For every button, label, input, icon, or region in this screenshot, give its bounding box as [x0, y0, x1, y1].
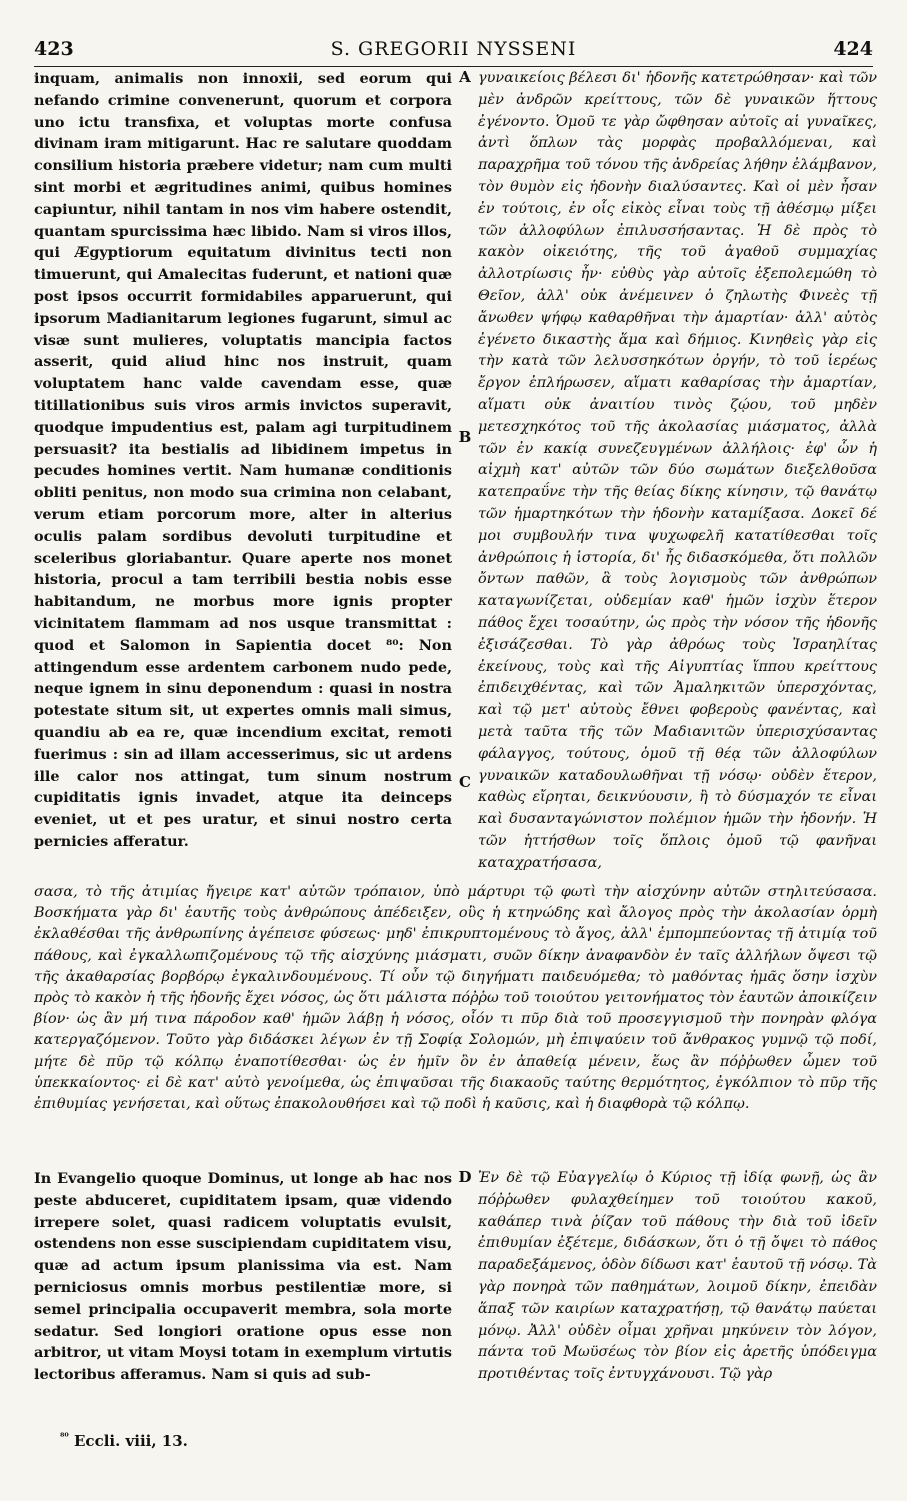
footnote: [60, 1432, 188, 1450]
latin-column-top: inquam, animalis non innoxii, sed eorum qui nefando crimine convenerunt, quorum et corpora uno ictu transfixa, et voluptas morte confusa divinam iram mitigarunt. Hac re salutare quoddam consilium historia præbere videtur; nam cum multi sint morbi et ægritudines animi, quibus homines capiuntur, nihil tantam in nos vim habere ostendit, quantam spurcissima hæc libido. Nam si viros illos, qui Ægyptiorum equitatum divinitus tecti non timuerunt, qui Amalecitas fuderunt, et nationi quæ post ipsos occurrit formidabiles apparuerunt, qui ipsorum Madianitarum legiones fugarunt, simul ac visæ sunt mulieres, voluptatis mancipia factos asserit, quid aliud hinc nos instruit, quam voluptatem hanc valde cavendam esse, quæ titillationibus suis viros armis invictos superavit, quodque impudentius est, palam agi turpitudinem persuasit? ita bestialis ad libidinem impetus in pecudes homines vertit. Nam humanæ conditionis obliti penitus, non modo sua crimina non celabant, verum etiam porcorum more, alter in alterius oculis palam sordibus devoluti turpitudine et sceleribus gloriabantur. Quare aperte nos monet historia, procul a tam terribili bestia nobis esse habitandum, ne morbus more ignis propter vicinitatem flammam ad nos usque transmittat : quod et Salomon in Sapientia docet ⁸⁰: Non attingendum esse ardentem carbonem nudo pede, neque ignem in sinu deponendum : quasi in nostra potestate situm sit, ut expertes omnis mali simus, quandiu ab ea re, quæ incendium excitat, remoti fuerimus : sin ad illam accesserimus, sic ut ardens ille calor nos attingat, tum sinum nostrum cupiditatis ignis invadet, atque ita deinceps eveniet, ut et pes uratur, et sinui nostro certa pernicies afferatur.: [34, 70, 452, 850]
marker-a: A: [459, 68, 471, 86]
margin-marker-d-wrap: [452, 1168, 478, 1386]
marker-d: D: [458, 1168, 472, 1186]
marker-b: B: [458, 428, 472, 446]
running-title: S. GREGORII NYSSENI: [330, 38, 577, 60]
greek-column-bottom: Ἐν δὲ τῷ Εὐαγγελίῳ ὁ Κύριος τῇ ἰδίᾳ φωνῇ, ὡς ἂν πόῤῥωθεν φυλαχθείημεν τοῦ τοιούτου κακοῦ, καθάπερ τινὰ ῥίζαν τοῦ πάθους τὴν διὰ τοῦ ἰδεῖν ἐπιθυμίαν ἐξέτεμε, διδάσκων, ὅτι ὁ τῇ ὄψει τὸ πάθος παραδεξάμενος, ὁδὸν δίδωσι κατ' ἑαυτοῦ τῇ νόσῳ. Τὰ γὰρ πονηρὰ τῶν παθημάτων, λοιμοῦ δίκην, ἐπειδὰν ἅπαξ τῶν καιρίων καταχρατήσῃ, τῷ θανάτῳ παύεται μόνῳ. Ἀλλ' οὐδὲν οἶμαι χρῆναι μηκύνειν τὸν λόγον, πάντα τοῦ Μωϋσέως τὸν βίον εἰς ἀρετῆς ὑπόδειγμα προτιθέντας τοῖς ἐντυγχάνουσι. Τῷ γὰρ: [478, 1170, 877, 1383]
greek-full-width: σασα, τὸ τῆς ἀτιμίας ἤγειρε κατ' αὐτῶν τρόπαιον, ὑπὸ μάρτυρι τῷ φωτὶ τὴν αἰσχύνην αὐτῶν στηλιτεύσασα. Βοσκήματα γὰρ δι' ἑαυτῆς τοὺς ἀνθρώπους ἀπέδειξεν, οὓς ἡ κτηνώδης καὶ ἄλογος πρὸς τὴν ἀκολασίαν ὁρμὴ ἐκλαθέσθαι τῆς ἀνθρωπίνης ἀγέπεισε φύσεως· μηδ' ἐπικρυπτομένους τὸ ἄγος, ἀλλ' ἐμπομπεύοντας τῇ ἀτιμίᾳ τοῦ πάθους, καὶ ἐγκαλλωπιζομένους τῷ τῆς αἰσχύνης μιάσματι, συῶν δίκην ἀναφανδὸν ἐν ταῖς ἀλλήλων ὄψεσι τῷ τῆς ἀκαθαρσίας βορβόρῳ ἐγκαλινδουμένους. Τί οὖν τῷ διηγήματι παιδευόμεθα; τὸ μαθόντας ἡμᾶς ὅσην ἰσχὺν πρὸς τὸ κακὸν ἡ τῆς ἡδονῆς ἔχει νόσος, ὡς ὅτι μάλιστα πόῤῥω τοῦ τοιούτου γειτονήματος τὸν ἑαυτῶν ἀποικίζειν βίον· ὡς ἂν μή τινα πάροδον καθ' ἡμῶν λάβῃ ἡ νόσος, οἷόν τι πῦρ διὰ τοῦ προσεγγισμοῦ τὴν πονηρὰν φλόγα κατεργαζόμενον. Τοῦτο γὰρ διδάσκει λέγων ἐν τῇ Σοφίᾳ Σολομών, μὴ ἐπιψαύειν τοῦ ἄνθρακος γυμνῷ τῷ ποδί, μήτε δὲ πῦρ τῷ κόλπῳ ἐναποτίθεσθαι· ὡς ἐν ἡμῖν ὂν ἐν ἀπαθείᾳ μένειν, ἕως ἂν πόῤῥωθεν ὦμεν τοῦ ὑπεκκαίοντος· εἰ δὲ κατ' αὐτὸ γενοίμεθα, ὡς ἐπιψαῦσαι τῆς διακαοῦς ταύτης θερμότητος, ἐγκόλπιον τὸ πῦρ τῆς ἐπιθυμίας γενήσεται, καὶ οὕτως ἐπακολουθήσει καὶ τῷ ποδὶ ἡ καῦσις, καὶ ἡ διαφθορὰ τῷ κόλπῳ.: [34, 884, 877, 1113]
page-number-right: 424: [833, 38, 873, 60]
latin-column-bottom: In Evangelio quoque Dominus, ut longe ab hac nos peste abduceret, cupiditatem ipsam, quæ videndo irrepere solet, quasi radicem voluptatis evulsit, ostendens non esse suscipiendam cupiditatem visu, quæ ad actum ipsum planissima via est. Nam perniciosus omnis morbus pestilentiæ more, si semel principalia occupaverit membra, sola morte sedatur. Sed longiori oratione opus esse non arbitror, ut vitam Moysi totam in exemplum virtutis lectoribus afferamus. Nam si quis ad sub-: [34, 1170, 452, 1384]
bottom-columns: [34, 1168, 877, 1386]
footnote-text: Eccli. viii, 13.: [74, 1432, 188, 1450]
footnote-mark: ⁸⁰: [60, 1432, 69, 1443]
page-header: [34, 32, 873, 67]
page-number-left: 423: [34, 38, 74, 60]
greek-column-top: γυναικείοις βέλεσι δι' ἡδονῆς κατετρώθησαν· καὶ τῶν μὲν ἀνδρῶν κρείττους, τῶν δὲ γυναικῶν ἥττους ἐγένοντο. Ὁμοῦ τε γὰρ ὤφθησαν αὐτοῖς αἱ γυναῖκες, ἀντὶ ὅπλων τὰς μορφὰς προβαλλόμεναι, καὶ παραχρῆμα τοῦ τόνου τῆς ἀνδρείας λήθην ἐλάμβανον, τὸν θυμὸν εἰς ἡδονὴν διαλύσαντες. Καὶ οἱ μὲν ἦσαν ἐν τούτοις, ἐν οἷς εἰκὸς εἶναι τοὺς τῇ ἀθέσμῳ μίξει τῶν ἀλλοφύλων ἐπιλυσσήσαντας. Ἡ δὲ πρὸς τὸ κακὸν οἰκειότης, τῆς τοῦ ἀγαθοῦ συμμαχίας ἀλλοτρίωσις ἦν· εὐθὺς γὰρ αὐτοῖς ἐξεπολεμώθη τὸ Θεῖον, ἀλλ' οὐκ ἀνέμεινεν ὁ ζηλωτὴς Φινεὲς τῇ ἄνωθεν ψήφῳ καθαρθῆναι τὴν ἁμαρτίαν· ἀλλ' αὐτὸς ἐγένετο δικαστὴς ἅμα καὶ δήμιος. Κινηθεὶς γὰρ εἰς τὴν κατὰ τῶν λελυσσηκότων ὀργήν, τὸ τοῦ ἱερέως ἔργον ἐπλήρωσεν, αἵματι καθαρίσας τὴν ἁμαρτίαν, αἵματι οὐκ ἀναιτίου τινὸς ζῴου, τοῦ μηδὲν μετεσχηκότος τοῦ τῆς ἀκολασίας μιάσματος, ἀλλὰ τῶν ἐν κακίᾳ συνεζευγμένων ἀλλήλοις· ἐφ' ὧν ἡ αἰχμὴ κατ' αὐτῶν τῶν δύο σωμάτων διεξελθοῦσα κατεπραΰνε τὴν τῆς θείας δίκης κίνησιν, τῷ θανάτῳ τῶν ἡμαρτηκότων τὴν ἡδονὴν καταμίξασα. Δοκεῖ δέ μοι συμβουλήν τινα ψυχωφελῆ κατατίθεσθαι τοῖς ἀνθρώποις ἡ ἱστορία, δι' ἧς διδασκόμεθα, ὅτι πολλῶν ὄντων παθῶν, ἃ τοὺς λογισμοὺς τῶν ἀνθρώπων καταγωνίζεται, οὐδεμίαν καθ' ἡμῶν ἰσχὺν ἕτερον πάθος ἔχει τοσαύτην, ὡς πρὸς τὴν νόσον τῆς ἡδονῆς ἐξισάζεσθαι. Τὸ γὰρ ἀθρόως τοὺς Ἰσραηλίτας ἐκείνους, τοὺς καὶ τῆς Αἰγυπτίας ἵππου κρείττους ἐπιδειχθέντας, καὶ τῶν Ἀμαληκιτῶν ὑπερσχόντας, καὶ τῷ μετ' αὐτοὺς ἔθνει φοβεροὺς φανέντας, καὶ μετὰ ταῦτα τῆς τῶν Μαδιανιτῶν ὑπερισχύσαντας φάλαγγος, τούτους, ὁμοῦ τῇ θέᾳ τῶν ἀλλοφύλων γυναικῶν καταδουλωθῆναι τῇ νόσῳ· οὐδὲν ἕτερον, καθὼς εἴρηται, δεικνύουσιν, ἢ τὸ δύσμαχόν τε εἶναι καὶ δυσανταγώνιστον πολέμιον ἡμῶν τὴν ἡδονήν. Ἡ τῶν ἡττήσθων τοῖς ὅπλοις ὁμοῦ τῷ φανῆναι καταχρατήσασα,: [478, 70, 877, 871]
top-columns: [34, 68, 877, 874]
marker-c: C: [459, 773, 471, 791]
